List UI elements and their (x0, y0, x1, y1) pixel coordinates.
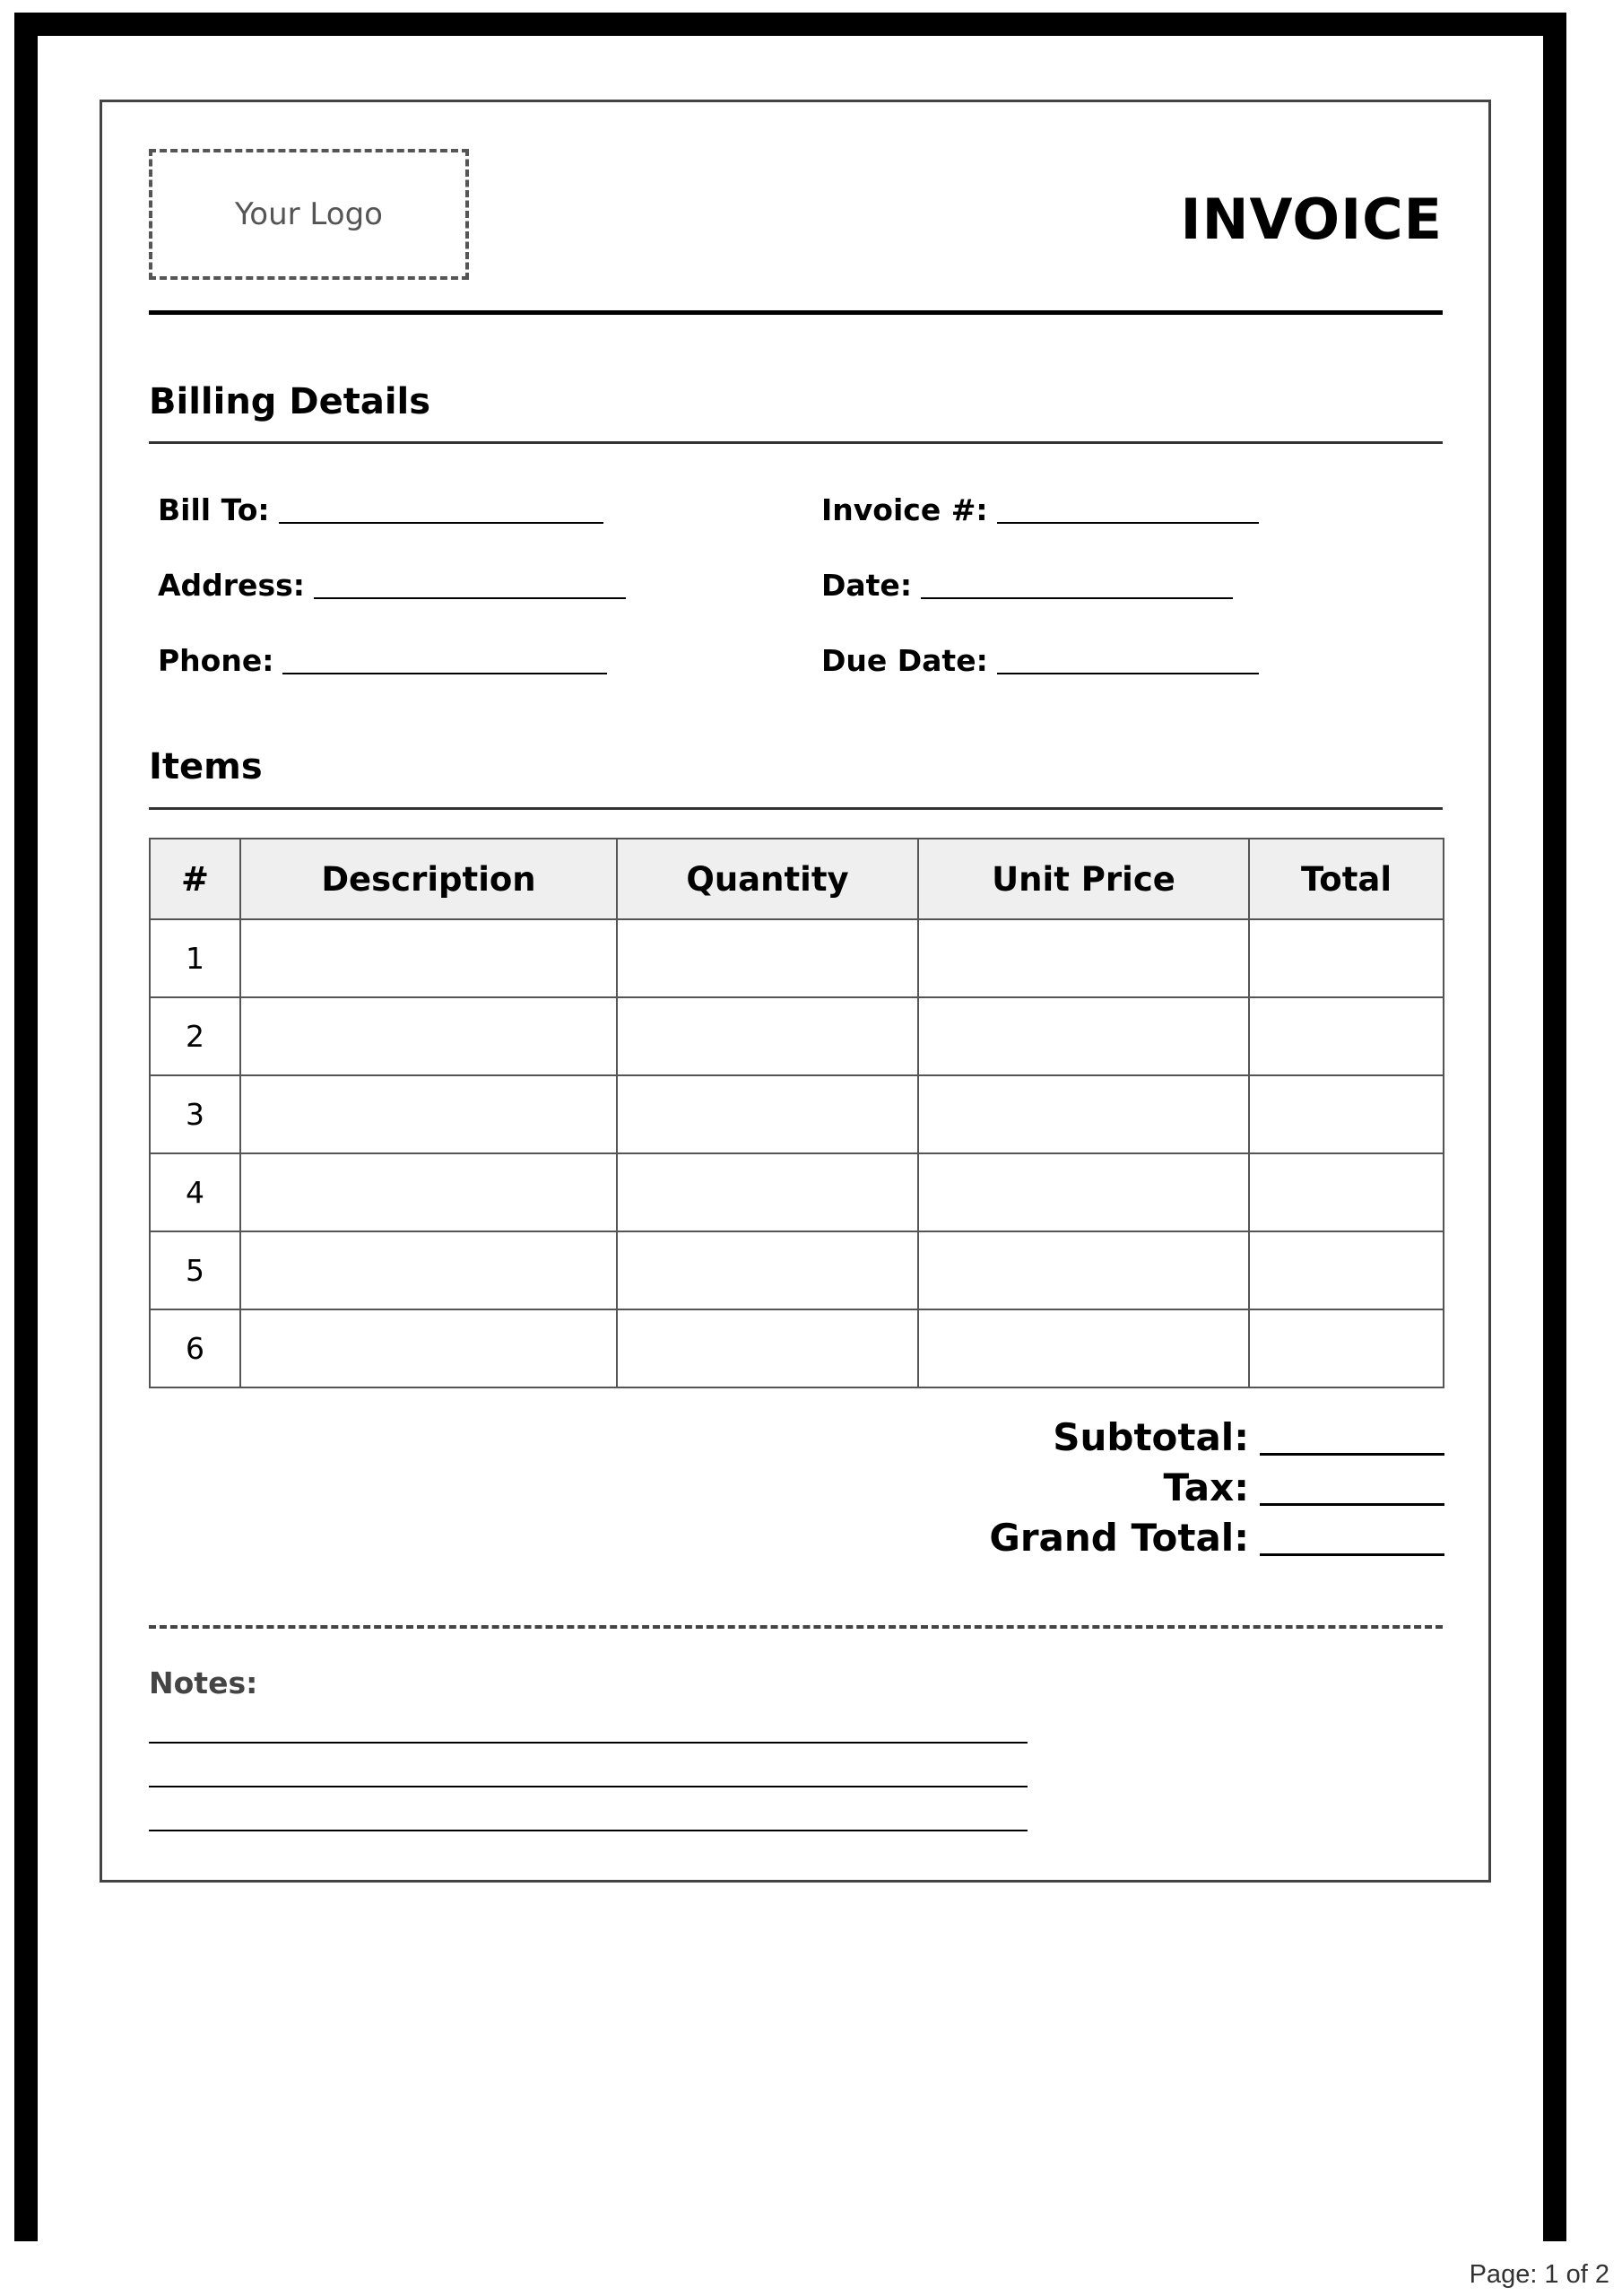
row-number: 5 (150, 1231, 240, 1309)
quantity-cell[interactable] (617, 1309, 918, 1387)
total-cell[interactable] (1249, 1309, 1444, 1387)
unit-price-cell[interactable] (918, 1075, 1249, 1153)
total-cell[interactable] (1249, 997, 1444, 1075)
unit-price-cell[interactable] (918, 1231, 1249, 1309)
page-number: Page: 1 of 2 (1469, 2260, 1609, 2289)
logo-placeholder (149, 149, 469, 280)
date-field[interactable] (821, 567, 1233, 603)
invoice-number-label: Invoice #: (821, 492, 988, 527)
total-cell[interactable] (1249, 1153, 1444, 1231)
notes-line[interactable] (149, 1742, 1028, 1744)
description-cell[interactable] (240, 1231, 617, 1309)
date-label: Date: (821, 568, 913, 603)
description-cell[interactable] (240, 1309, 617, 1387)
grand-total-label: Grand Total: (989, 1516, 1249, 1560)
row-number: 6 (150, 1309, 240, 1387)
quantity-cell[interactable] (617, 1153, 918, 1231)
due-date-field[interactable] (821, 642, 1259, 678)
date-blank[interactable] (921, 570, 1233, 599)
column-header-quantity: Quantity (617, 839, 918, 919)
total-cell[interactable] (1249, 1075, 1444, 1153)
table-row (150, 1309, 1444, 1387)
address-field[interactable] (158, 567, 626, 603)
table-row (150, 1153, 1444, 1231)
grand-total-field[interactable] (989, 1516, 1444, 1560)
column-header-number: # (150, 839, 240, 919)
notes-line[interactable] (149, 1786, 1028, 1787)
unit-price-cell[interactable] (918, 997, 1249, 1075)
header-divider (149, 310, 1443, 315)
row-number: 4 (150, 1153, 240, 1231)
tax-label: Tax: (1163, 1465, 1249, 1509)
tax-blank[interactable] (1260, 1471, 1444, 1506)
total-cell[interactable] (1249, 1231, 1444, 1309)
row-number: 2 (150, 997, 240, 1075)
table-row (150, 1231, 1444, 1309)
notes-separator (149, 1625, 1443, 1629)
notes-line[interactable] (149, 1830, 1028, 1831)
unit-price-cell[interactable] (918, 1153, 1249, 1231)
row-number: 1 (150, 919, 240, 997)
phone-label: Phone: (158, 643, 274, 678)
description-cell[interactable] (240, 1075, 617, 1153)
unit-price-cell[interactable] (918, 919, 1249, 997)
total-cell[interactable] (1249, 919, 1444, 997)
table-row (150, 997, 1444, 1075)
subtotal-field[interactable] (1053, 1415, 1444, 1459)
description-cell[interactable] (240, 997, 617, 1075)
items-divider (149, 807, 1443, 810)
invoice-title: INVOICE (1180, 187, 1443, 252)
notes-label: Notes: (149, 1665, 258, 1700)
phone-field[interactable] (158, 642, 607, 678)
logo-placeholder-text: Your Logo (235, 196, 383, 232)
column-header-total: Total (1249, 839, 1444, 919)
grand-total-blank[interactable] (1260, 1521, 1444, 1556)
description-cell[interactable] (240, 1153, 617, 1231)
billing-details-heading: Billing Details (149, 381, 431, 422)
invoice-number-blank[interactable] (997, 495, 1259, 524)
quantity-cell[interactable] (617, 997, 918, 1075)
bill-to-label: Bill To: (158, 492, 270, 527)
address-blank[interactable] (314, 570, 626, 599)
subtotal-label: Subtotal: (1053, 1415, 1249, 1459)
due-date-blank[interactable] (997, 646, 1259, 674)
column-header-unit-price: Unit Price (918, 839, 1249, 919)
address-label: Address: (158, 568, 305, 603)
column-header-description: Description (240, 839, 617, 919)
items-table (149, 838, 1444, 1388)
invoice-number-field[interactable] (821, 491, 1259, 527)
row-number: 3 (150, 1075, 240, 1153)
unit-price-cell[interactable] (918, 1309, 1249, 1387)
tax-field[interactable] (1164, 1465, 1444, 1509)
quantity-cell[interactable] (617, 1231, 918, 1309)
items-heading: Items (149, 746, 263, 787)
description-cell[interactable] (240, 919, 617, 997)
quantity-cell[interactable] (617, 1075, 918, 1153)
phone-blank[interactable] (282, 646, 607, 674)
due-date-label: Due Date: (821, 643, 988, 678)
bill-to-field[interactable] (158, 491, 603, 527)
bill-to-blank[interactable] (279, 495, 603, 524)
items-table-header (150, 839, 1444, 919)
table-row (150, 919, 1444, 997)
subtotal-blank[interactable] (1260, 1421, 1444, 1456)
quantity-cell[interactable] (617, 919, 918, 997)
billing-divider (149, 441, 1443, 444)
table-row (150, 1075, 1444, 1153)
